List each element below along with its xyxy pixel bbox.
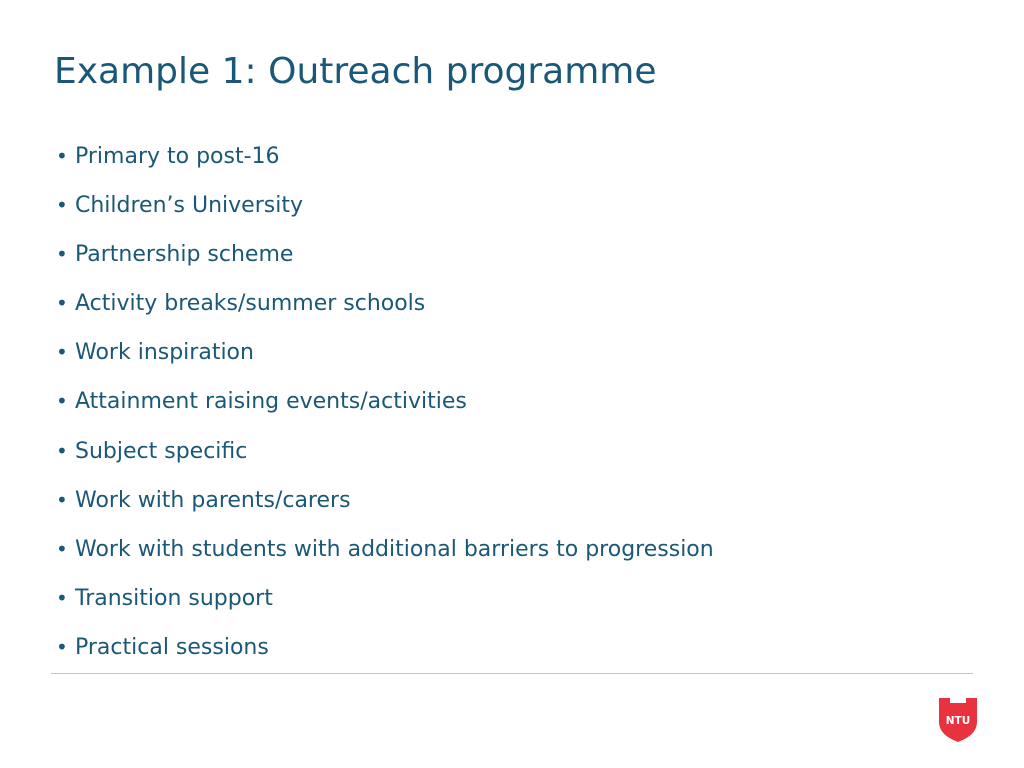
list-item <box>56 136 714 185</box>
bullet-text: Practical sessions <box>75 634 269 660</box>
list-item <box>56 627 714 676</box>
bullet-icon: • <box>56 291 68 316</box>
bullet-text: Primary to post-16 <box>75 144 280 169</box>
bullet-text: Transition support <box>75 585 273 611</box>
list-item <box>56 283 714 332</box>
bullet-icon: • <box>56 634 68 659</box>
list-item <box>56 529 714 578</box>
ntu-logo <box>938 697 978 743</box>
footer-divider <box>51 673 973 674</box>
bullet-text: Attainment raising events/activities <box>75 389 467 415</box>
bullet-icon: • <box>56 144 68 168</box>
bullet-icon: • <box>56 389 68 414</box>
bullet-text: Work with parents/carers <box>75 487 351 513</box>
list-item <box>56 234 714 283</box>
bullet-text: Work with students with additional barriers to progression <box>75 536 714 562</box>
bullet-icon: • <box>56 585 68 610</box>
bullet-icon: • <box>56 536 68 561</box>
list-item <box>56 185 714 234</box>
slide-title: Example 1: Outreach programme <box>54 51 657 92</box>
list-item <box>56 578 714 627</box>
bullet-icon: • <box>56 193 68 218</box>
bullet-list <box>56 136 714 676</box>
bullet-icon: • <box>56 340 68 365</box>
bullet-text: Children’s University <box>75 193 303 219</box>
list-item <box>56 381 714 430</box>
list-item <box>56 431 714 480</box>
bullet-icon: • <box>56 242 68 267</box>
bullet-icon: • <box>56 487 68 512</box>
list-item <box>56 480 714 529</box>
bullet-text: Subject specific <box>75 438 248 464</box>
bullet-icon: • <box>56 438 68 463</box>
bullet-text: Partnership scheme <box>75 242 294 268</box>
bullet-text: Work inspiration <box>75 340 254 366</box>
bullet-text: Activity breaks/summer schools <box>75 291 426 317</box>
ntu-shield-logo-icon <box>938 697 978 743</box>
list-item <box>56 332 714 381</box>
logo-text: NTU <box>945 715 971 727</box>
